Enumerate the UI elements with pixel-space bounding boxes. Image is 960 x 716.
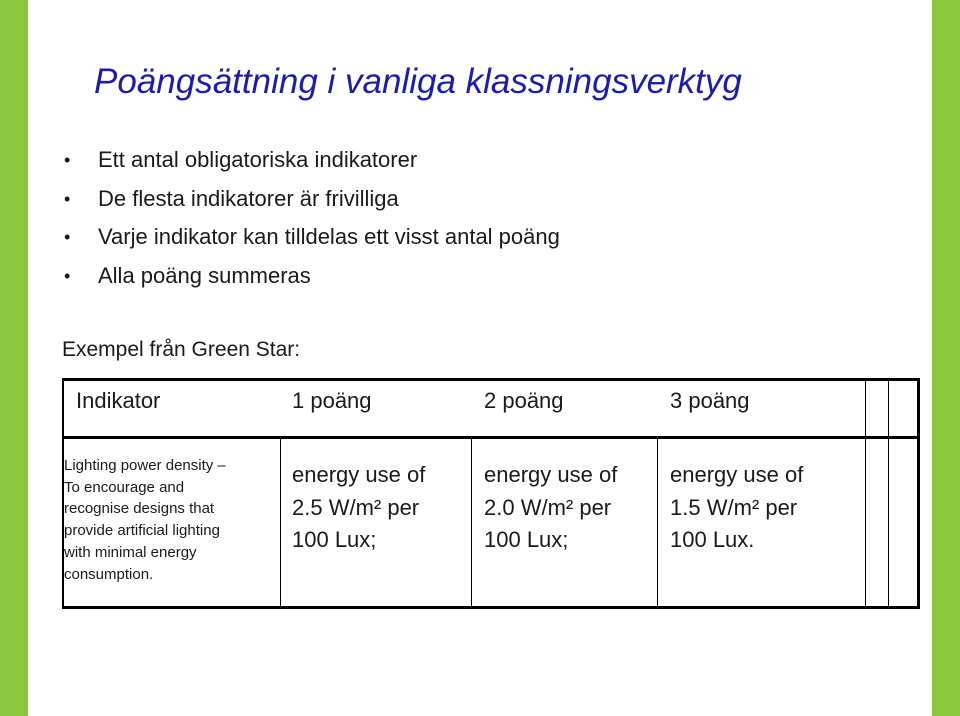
table-divider-2 [471, 438, 472, 608]
cell-1-poang [292, 459, 425, 557]
cell-line: energy use of [292, 462, 426, 487]
indicator-line: recognise designs that [64, 500, 215, 518]
header-1-poang: 1 poäng [292, 388, 372, 413]
table-border-bottom [62, 606, 920, 609]
bullet-icon: • [64, 188, 71, 209]
left-accent-bar [0, 0, 28, 716]
table-divider-3 [657, 438, 658, 608]
cell-line: 2.5 W/m² per [292, 494, 420, 520]
table-divider-5 [888, 380, 889, 608]
cell-3-poang [670, 459, 803, 557]
indicator-line: To encourage and [64, 478, 185, 496]
cell-line: 1.5 W/m² per [670, 494, 798, 520]
indicator-line: consumption. [64, 565, 154, 583]
table-border-top [62, 378, 920, 381]
table-divider-1 [280, 438, 281, 608]
indicator-line: with minimal energy [64, 543, 197, 561]
bullet-icon: • [64, 266, 71, 287]
indicator-line: Lighting power density – [64, 457, 226, 474]
table-border-header [62, 436, 920, 439]
table-divider-4 [865, 380, 866, 608]
cell-line: energy use of [670, 462, 804, 487]
example-label: Exempel från Green Star: [62, 338, 301, 361]
cell-line: 2.0 W/m² per [484, 494, 612, 520]
indicator-description [64, 455, 226, 585]
cell-line: energy use of [484, 462, 618, 487]
bullet-icon: • [64, 227, 71, 248]
cell-line: 100 Lux. [670, 527, 755, 552]
bullet-text: De flesta indikatorer är frivilliga [98, 185, 399, 211]
bullet-text: Alla poäng summeras [98, 263, 311, 289]
header-3-poang: 3 poäng [670, 388, 750, 413]
bullet-text: Ett antal obligatoriska indikatorer [98, 147, 418, 172]
bullet-icon: • [64, 150, 71, 170]
header-indikator: Indikator [76, 388, 161, 413]
cell-line: 100 Lux; [292, 527, 377, 552]
indicator-line: provide artificial lighting [64, 522, 220, 540]
header-2-poang: 2 poäng [484, 388, 564, 413]
right-accent-bar [932, 0, 960, 716]
cell-line: 100 Lux; [484, 527, 569, 552]
cell-2-poang [484, 459, 617, 557]
table-border-right [917, 378, 920, 609]
bullet-text: Varje indikator kan tilldelas ett visst antal poäng [98, 224, 560, 250]
slide-title: Poängsättning i vanliga klassningsverktyg [94, 62, 742, 101]
